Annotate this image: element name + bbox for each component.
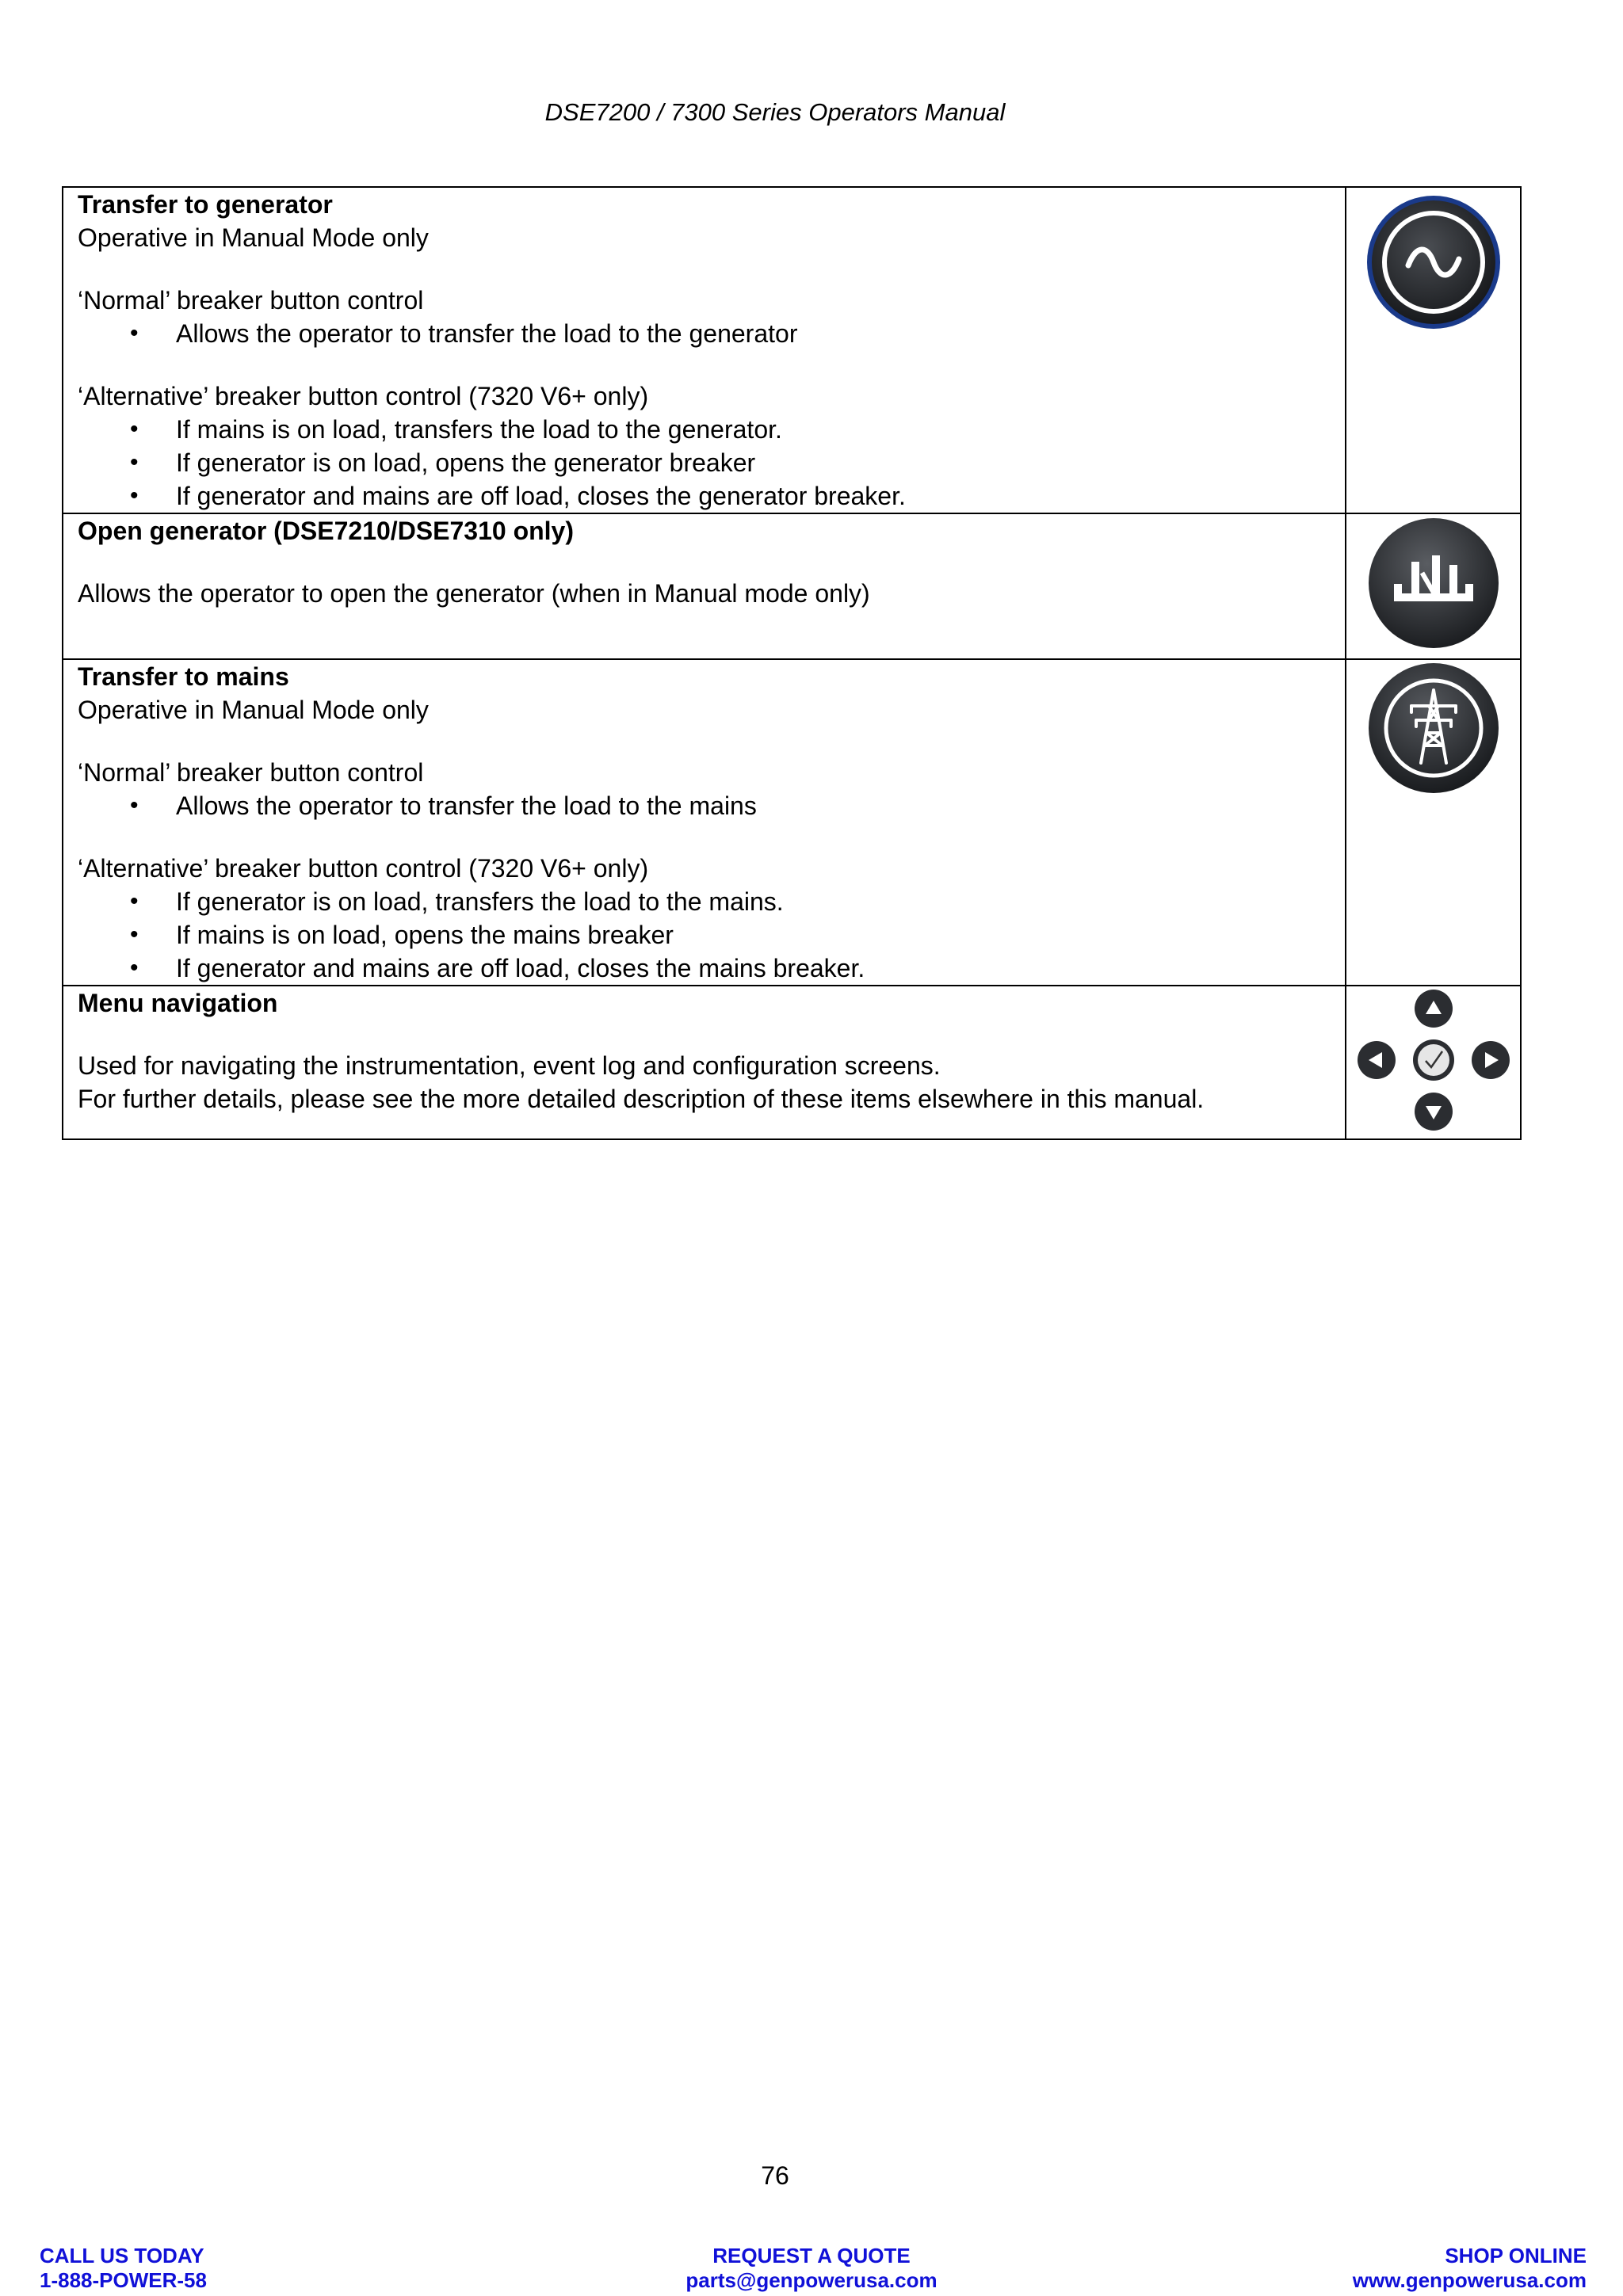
table-cell-icon	[1346, 187, 1521, 513]
table-cell-description	[63, 187, 1346, 513]
list-item: • If mains is on load, transfers the load to the generator.	[176, 413, 1331, 446]
footer-email-link[interactable]: parts@genpowerusa.com	[685, 2268, 938, 2292]
row-subtitle: Operative in Manual Mode only	[78, 223, 429, 252]
list-item: • If generator is on load, transfers the load to the mains.	[176, 885, 1331, 918]
row-title: Open generator (DSE7210/DSE7310 only)	[78, 517, 574, 545]
table-cell-description	[63, 513, 1346, 659]
bullet-list	[78, 789, 1331, 822]
row-title: Transfer to generator	[78, 190, 333, 219]
menu-navigation-keypad-icon	[1354, 988, 1513, 1131]
list-item: • Allows the operator to transfer the load to the mains	[176, 789, 1331, 822]
footer-shop-label: SHOP ONLINE	[1445, 2244, 1587, 2267]
table-cell-icon	[1346, 659, 1521, 986]
list-item: • Allows the operator to transfer the load to the generator	[176, 317, 1331, 350]
table-row	[63, 986, 1521, 1139]
alternative-control-heading: ‘Alternative’ breaker button control (7320 V6+ only)	[78, 382, 649, 410]
mains-pylon-icon	[1362, 662, 1505, 796]
list-item: • If generator is on load, opens the generator breaker	[176, 446, 1331, 479]
list-item: • If mains is on load, opens the mains breaker	[176, 918, 1331, 952]
nav-ok-icon	[1413, 1039, 1454, 1081]
normal-control-heading: ‘Normal’ breaker button control	[78, 286, 424, 315]
footer-quote-label: REQUEST A QUOTE	[712, 2244, 911, 2267]
row-title: Transfer to mains	[78, 662, 289, 691]
button-description-table	[62, 186, 1522, 1140]
footer-website-link[interactable]: www.genpowerusa.com	[1352, 2268, 1587, 2292]
list-item: • If generator and mains are off load, closes the generator breaker.	[176, 479, 1331, 513]
footer-request-quote[interactable]	[653, 2244, 970, 2293]
table-cell-icon	[1346, 986, 1521, 1139]
nav-down-icon	[1415, 1093, 1453, 1131]
table-row	[63, 187, 1521, 513]
table-cell-description	[63, 659, 1346, 986]
row-text-line-1: Used for navigating the instrumentation, event log and configuration screens.	[78, 1051, 941, 1080]
page-number: 76	[761, 2161, 789, 2190]
generator-sine-wave-icon	[1362, 189, 1505, 340]
table-row	[63, 659, 1521, 986]
normal-control-heading: ‘Normal’ breaker button control	[78, 758, 424, 787]
bullet-list	[78, 317, 1331, 350]
open-generator-breaker-icon	[1362, 516, 1505, 650]
row-subtitle: Operative in Manual Mode only	[78, 696, 429, 724]
nav-up-icon	[1415, 990, 1453, 1028]
row-title: Menu navigation	[78, 989, 278, 1017]
row-text: Allows the operator to open the generator (when in Manual mode only)	[78, 579, 870, 608]
footer-call-label: CALL US TODAY	[40, 2244, 204, 2267]
nav-right-icon	[1472, 1041, 1510, 1079]
footer-phone-number[interactable]: 1-888-POWER-58	[40, 2268, 207, 2292]
table-row	[63, 513, 1521, 659]
footer-call-us[interactable]	[40, 2244, 207, 2293]
table-cell-icon	[1346, 513, 1521, 659]
bullet-list	[78, 413, 1331, 513]
nav-left-icon	[1358, 1041, 1396, 1079]
bullet-list	[78, 885, 1331, 985]
alternative-control-heading: ‘Alternative’ breaker button control (7320 V6+ only)	[78, 854, 649, 883]
footer-shop-online[interactable]	[1353, 2244, 1587, 2293]
page-header-title: DSE7200 / 7300 Series Operators Manual	[544, 98, 1006, 126]
list-item: • If generator and mains are off load, closes the mains breaker.	[176, 952, 1331, 985]
row-text-line-2: For further details, please see the more detailed description of these items elsewhere in this manual.	[78, 1085, 1205, 1113]
table-cell-description	[63, 986, 1346, 1139]
